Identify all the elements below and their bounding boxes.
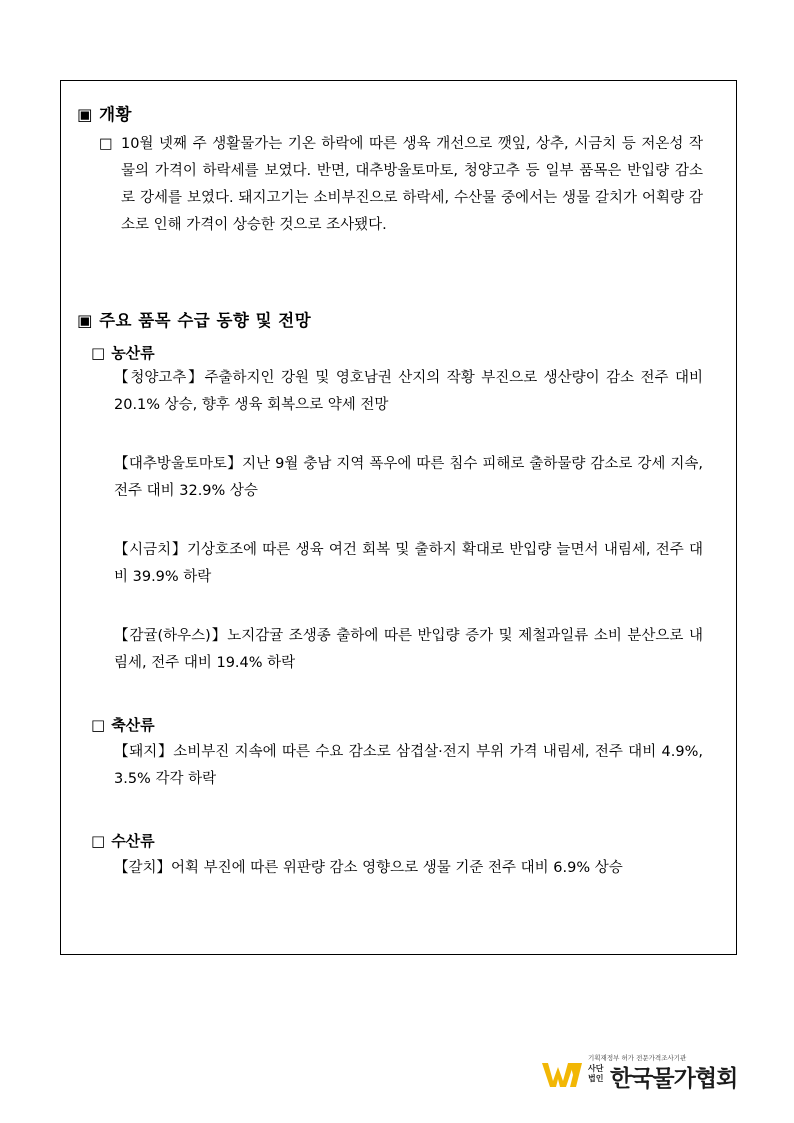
item-tag: 【갈치】 bbox=[114, 860, 172, 876]
organization-logo bbox=[540, 1053, 740, 1093]
logo-name: 한국물가협회 bbox=[610, 1066, 738, 1092]
item-cheongyang-pepper bbox=[114, 365, 703, 419]
item-hairtail bbox=[114, 855, 703, 882]
checkbox-icon: □ bbox=[91, 344, 106, 362]
category-name: 축산류 bbox=[111, 716, 155, 734]
item-spinach bbox=[114, 537, 703, 591]
item-tangerine bbox=[114, 623, 703, 677]
item-tag: 【감귤(하우스)】 bbox=[114, 628, 228, 644]
main-heading bbox=[77, 307, 311, 331]
checkbox-icon: □ bbox=[91, 716, 106, 734]
item-text: 지난 9월 충남 지역 폭우에 따른 침수 피해로 출하물량 감소로 강세 지속, 전주 대비 32.9% 상승 bbox=[114, 456, 703, 499]
item-text: 주출하지인 강원 및 영호남권 산지의 작황 부진으로 생산량이 감소 전주 대비 20.1% 상승, 향후 생육 회복으로 약세 전망 bbox=[114, 370, 704, 413]
category-name: 농산류 bbox=[111, 344, 155, 362]
item-pork bbox=[114, 739, 703, 793]
overview-paragraph bbox=[99, 131, 703, 239]
item-tag: 【청양고추】 bbox=[114, 370, 205, 386]
overview-title: 개황 bbox=[99, 105, 132, 124]
logo-tagline: 기획재정부 허가 전문가격조사기관 bbox=[588, 1054, 687, 1062]
category-heading-livestock bbox=[91, 714, 155, 735]
item-text: 기상호조에 따른 생육 여건 회복 및 출하지 확대로 반입량 늘면서 내림세, 전주 대비 39.9% 하락 bbox=[114, 542, 704, 585]
section-marker-icon: ▣ bbox=[77, 311, 94, 330]
item-text: 어획 부진에 따른 위판량 감소 영향으로 생물 기준 전주 대비 6.9% 상승 bbox=[171, 860, 623, 876]
wave-mark-icon bbox=[540, 1059, 584, 1089]
main-title: 주요 품목 수급 동향 및 전망 bbox=[99, 311, 312, 330]
overview-text: 10월 넷째 주 생활물가는 기온 하락에 따른 생육 개선으로 깻잎, 상추, 시금치 등 저온성 작물의 가격이 하락세를 보였다. 반면, 대추방울토마토, 청양고추 등 일부 품목은 반입량 감소로 강세를 보였다. 돼지고기는 소비부진으로 하락세, 수산물 중에서는 생물 갈치가 어획량 감소로 인해 가격이 상승한 것으로 조사됐다. bbox=[121, 136, 703, 233]
item-tag: 【시금치】 bbox=[114, 542, 187, 558]
category-heading-agri bbox=[91, 342, 155, 363]
item-text: 노지감귤 조생종 출하에 따른 반입량 증가 및 제철과일류 소비 분산으로 내림세, 전주 대비 19.4% 하락 bbox=[114, 628, 703, 671]
checkbox-icon: □ bbox=[91, 832, 106, 850]
overview-heading bbox=[77, 101, 132, 125]
logo-org-type: 사단법인 bbox=[588, 1064, 604, 1083]
section-marker-icon: ▣ bbox=[77, 105, 94, 124]
checkbox-icon: □ bbox=[99, 136, 113, 152]
item-cherry-tomato bbox=[114, 451, 703, 505]
item-text: 소비부진 지속에 따른 수요 감소로 삼겹살·전지 부위 가격 내림세, 전주 대비 4.9%, 3.5% 각각 하락 bbox=[114, 744, 703, 787]
item-tag: 【대추방울토마토】 bbox=[114, 456, 243, 472]
category-heading-fishery bbox=[91, 830, 155, 851]
category-name: 수산류 bbox=[111, 832, 155, 850]
document-frame bbox=[60, 80, 737, 955]
item-tag: 【돼지】 bbox=[114, 744, 174, 760]
